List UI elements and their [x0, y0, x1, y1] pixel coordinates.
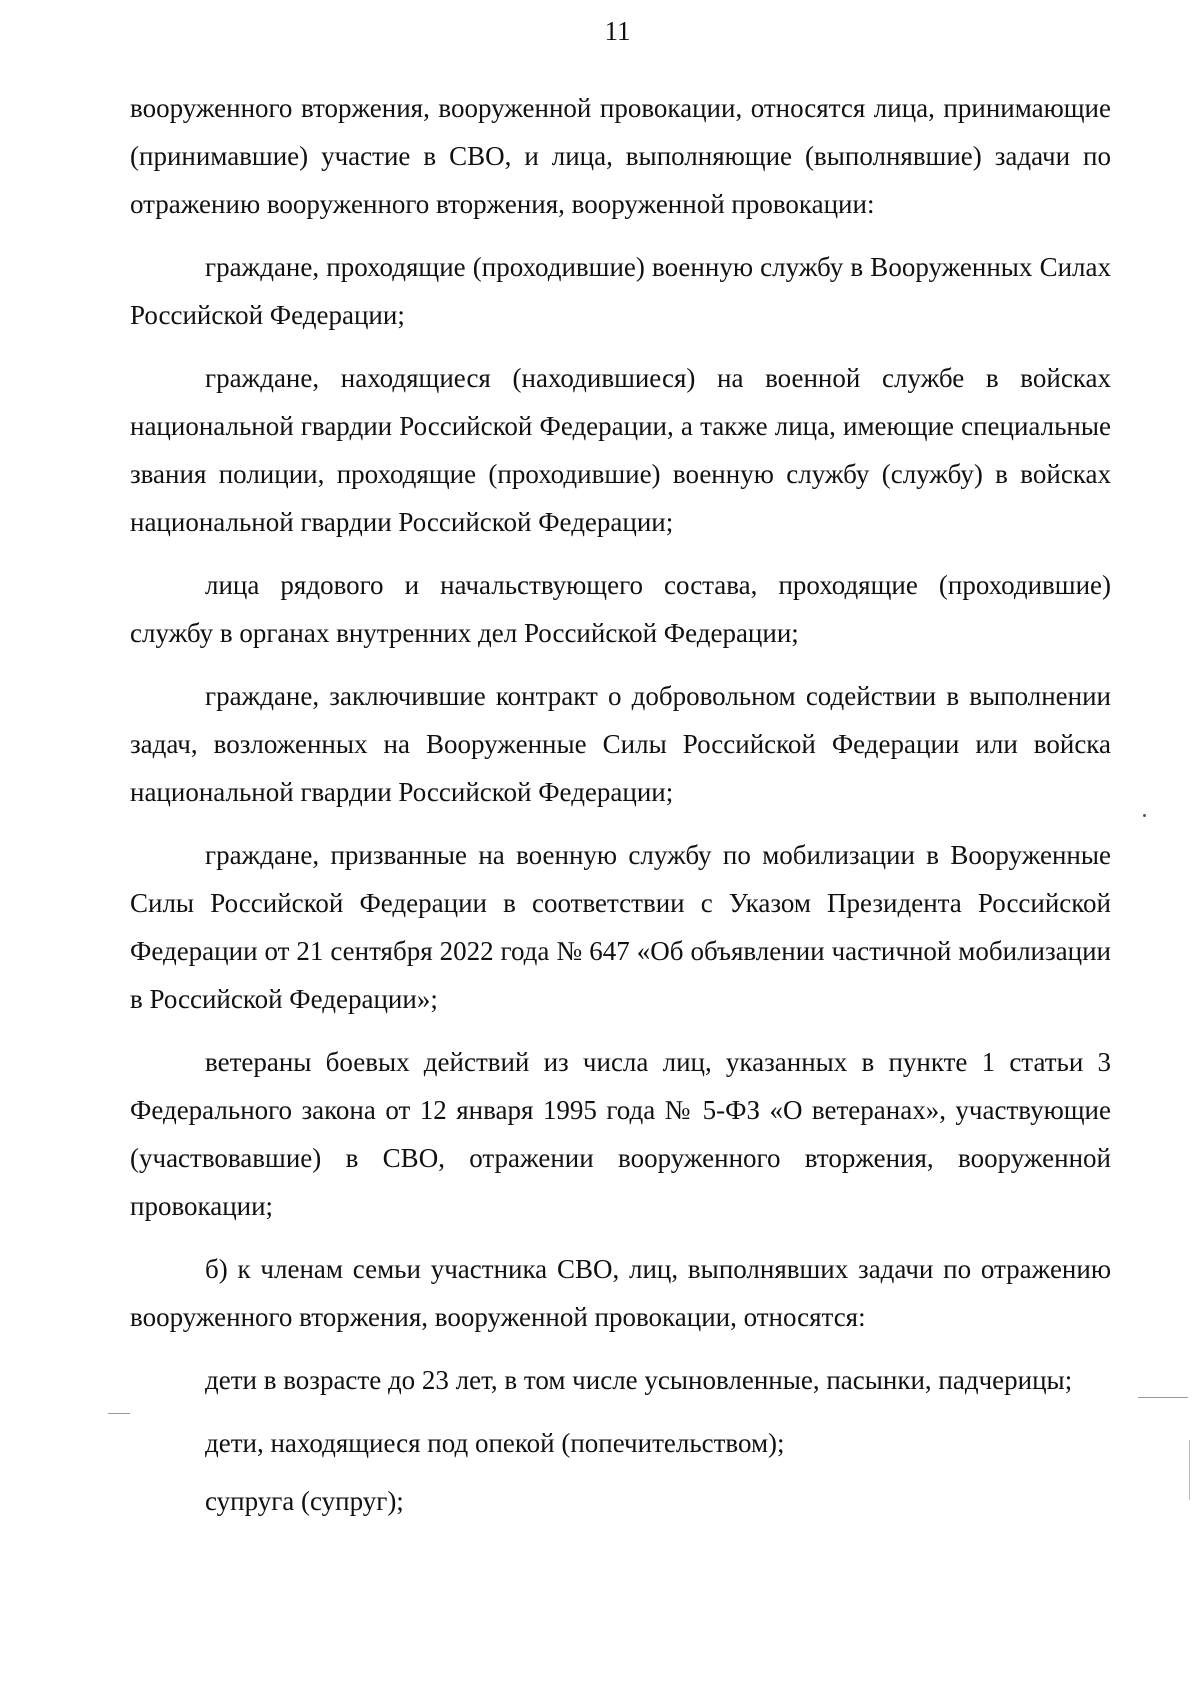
paragraph-spouse: супруга (супруг); [205, 1486, 404, 1516]
paragraph-internal-affairs: лица рядового и начальствующего состава, проходящие (проходившие) службу в органах внутренних дел Российской Федерации; [130, 570, 1111, 648]
paragraph-armed-invasion-intro: вооруженного вторжения, вооруженной провокации, относятся лица, принимающие (принимавшие) участие в СВО, и лица, выполняющие (выполнявшие) задачи по отражению вооруженного вторжения, вооруженной провокации: [130, 93, 1111, 219]
scan-artifact-line-right [1138, 1397, 1188, 1398]
paragraph-volunteer-contract: граждане, заключившие контракт о добровольном содействии в выполнении задач, возложенных на Вооруженные Силы Российской Федерации или войска национальной гвардии Российской Федерации; [130, 681, 1111, 807]
paragraph-children: дети в возрасте до 23 лет, в том числе усыновленные, пасынки, падчерицы; [205, 1365, 1073, 1395]
scan-artifact-line-left [108, 1413, 130, 1414]
page-number: 11 [604, 16, 631, 46]
paragraph-national-guard: граждане, находящиеся (находившиеся) на военной службе в войсках национальной гвардии Российской Федерации, а также лица, имеющие специальные звания полиции, проходящие (проходившие) военную службу (службу) в войсках национальной гвардии Российской Федерации; [130, 363, 1111, 537]
scan-artifact-mark-right [1189, 1440, 1190, 1500]
paragraph-family-members-intro: б) к членам семьи участника СВО, лиц, выполнявших задачи по отражению вооруженного вторжения, вооруженной провокации, относятся: [130, 1254, 1111, 1332]
paragraph-mobilization: граждане, призванные на военную службу по мобилизации в Вооруженные Силы Российской Федерации в соответствии с Указом Президента Российской Федерации от 21 сентября 2022 года № 647 «Об объявлении частичной мобилизации в Российской Федерации»; [130, 840, 1111, 1014]
scan-artifact-dot [1143, 814, 1146, 817]
document-body [130, 84, 1111, 1540]
paragraph-armed-forces: граждане, проходящие (проходившие) военную службу в Вооруженных Силах Российской Федерации; [130, 252, 1111, 330]
paragraph-children-guardianship: дети, находящиеся под опекой (попечительством); [205, 1428, 785, 1458]
paragraph-combat-veterans: ветераны боевых действий из числа лиц, указанных в пункте 1 статьи 3 Федерального закона от 12 января 1995 года № 5-ФЗ «О ветеранах», участвующие (участвовавшие) в СВО, отражении вооруженного вторжения, вооруженной провокации; [130, 1047, 1111, 1221]
